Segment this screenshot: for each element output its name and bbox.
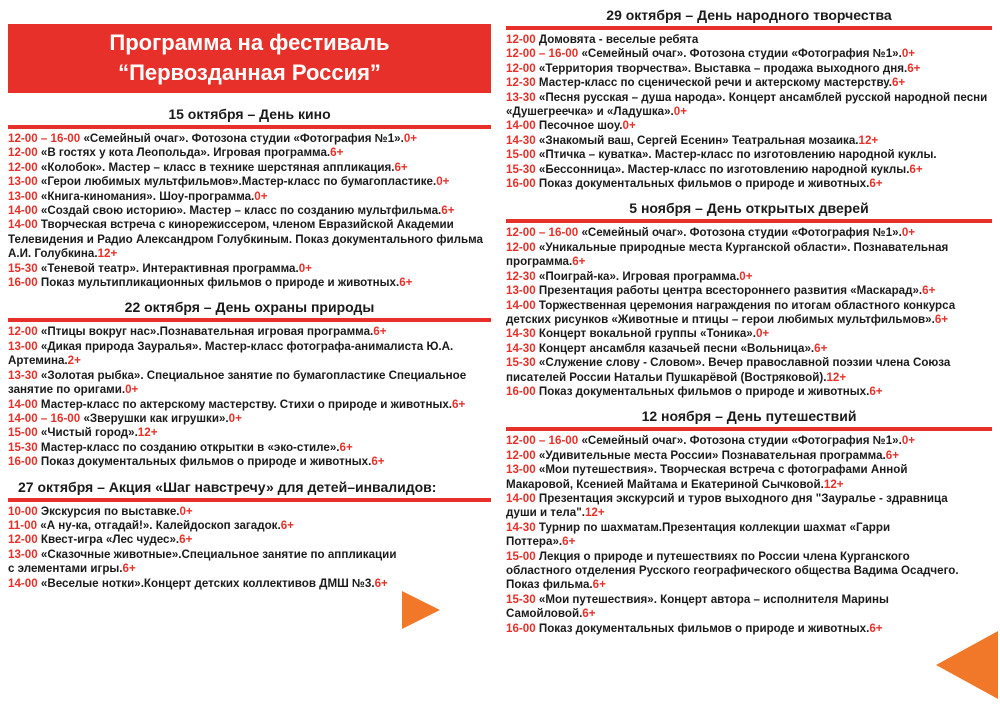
schedule-entry: [506, 356, 992, 385]
section-title: 5 ноября – День открытых дверей: [629, 200, 869, 217]
schedule-entry: [8, 325, 491, 339]
section-title: 12 ноября – День путешествий: [641, 408, 857, 425]
entry-text: «Семейный очаг». Фотозона студии «Фотография №1».: [83, 132, 404, 145]
entry-time: 16-00: [506, 621, 536, 635]
entry-time: 15-00: [506, 148, 536, 162]
entry-text: Торжественная церемония награждения по итогам областного конкурса детских рисунков «Животные и птицы – герои любимых мультфильмов».: [506, 298, 956, 326]
entry-text: Лекция о природе и путешествиях по России члена Курганского областного отделения Русского географического общества Вадима Осадчего. Показ фильма.: [506, 549, 959, 592]
schedule-list: [8, 502, 398, 591]
age-rating: 6+: [452, 397, 466, 411]
entry-text: «Семейный очаг». Фотозона студии «Фотография №1».: [581, 226, 902, 240]
entry-text: «Птицы вокруг нас».Познавательная игровая программа.: [40, 325, 374, 339]
arrow-right-icon: [402, 591, 440, 629]
age-rating: 6+: [869, 621, 883, 635]
schedule-entry: [506, 327, 992, 341]
age-rating: 0+: [298, 261, 312, 275]
age-rating: 6+: [280, 518, 294, 532]
entry-text: Показ документальных фильмов о природе и животных.: [538, 621, 870, 635]
schedule-entry: [506, 76, 992, 90]
schedule-list: [8, 322, 491, 469]
entry-text: «Семейный очаг». Фотозона студии «Фотография №1».: [581, 434, 902, 448]
age-rating: 0+: [254, 189, 268, 203]
entry-text: Мастер-класс по сценической речи и актерскому мастерству.: [538, 76, 892, 90]
entry-text: «Золотая рыбка». Специальное занятие по бумагопластике Специальное занятие по оригами.: [8, 368, 467, 397]
schedule-entry: [506, 62, 992, 76]
age-rating: 6+: [885, 448, 899, 462]
entry-time: 13-00: [8, 547, 38, 561]
schedule-entry: [506, 241, 992, 270]
age-rating: 12+: [584, 506, 605, 520]
banner-line-1: Программа на фестиваль: [109, 30, 390, 55]
schedule-entry: [8, 340, 491, 369]
age-rating: 6+: [562, 535, 576, 549]
age-rating: 12+: [137, 426, 158, 440]
schedule-entry: [506, 434, 961, 448]
entry-text: «Знакомый ваш, Сергей Есенин» Театральная мозаика.: [538, 133, 859, 147]
age-rating: 0+: [228, 411, 242, 425]
entry-text: Мастер-класс по актерскому мастерству. Стихи о природе и животных.: [40, 397, 453, 411]
entry-text: «Теневой театр». Интерактивная программа.: [40, 261, 299, 275]
entry-time: 15-30: [8, 261, 38, 275]
entry-time: 16-00: [8, 455, 38, 469]
entry-text: Показ мультипликационных фильмов о природе и животных.: [40, 276, 400, 290]
entry-time: 15-30: [506, 162, 536, 176]
age-rating: 6+: [394, 160, 408, 174]
schedule-entry: [8, 161, 491, 175]
entry-time: 16-00: [506, 177, 536, 191]
age-rating: 0+: [673, 105, 687, 119]
section-oct29: [506, 4, 992, 191]
entry-time: 12-00: [506, 61, 536, 75]
entry-text: «Сказочные животные».Специальное занятие по аппликации с элементами игры.: [8, 547, 397, 576]
schedule-entry: [506, 299, 992, 328]
schedule-entry: [8, 412, 491, 426]
left-column: [8, 0, 491, 591]
schedule-entry: [8, 426, 491, 440]
entry-text: «Мои путешествия». Концерт автора – исполнителя Марины Самойловой.: [506, 592, 889, 621]
festival-banner: [8, 24, 491, 93]
schedule-entry: [506, 550, 961, 593]
schedule-list: [506, 30, 992, 191]
entry-text: Концерт ансамбля казачьей песни «Вольница».: [538, 341, 815, 355]
entry-time: 14-30: [506, 133, 536, 147]
entry-time: 14-00: [506, 119, 536, 133]
entry-time: 12-00: [506, 33, 536, 46]
schedule-entry: [506, 119, 992, 133]
entry-time: 14-00: [506, 298, 536, 312]
age-rating: 12+: [826, 370, 847, 384]
age-rating: 6+: [572, 255, 586, 269]
schedule-list: [506, 223, 992, 399]
schedule-entry: [506, 449, 961, 463]
age-rating: 6+: [339, 440, 353, 454]
schedule-entry: [8, 132, 491, 146]
schedule-entry: [506, 622, 961, 636]
schedule-entry: [506, 91, 992, 120]
schedule-entry: [8, 190, 491, 204]
entry-time: 15-00: [8, 426, 38, 440]
schedule-entry: [8, 548, 398, 577]
entry-text: «Поиграй-ка». Игровая программа.: [538, 269, 740, 283]
entry-time: 12-00: [8, 325, 38, 339]
entry-text: Показ документальных фильмов о природе и животных.: [40, 455, 372, 469]
schedule-entry: [506, 463, 961, 492]
age-rating: 12+: [858, 133, 879, 147]
schedule-entry: [8, 262, 491, 276]
entry-text: «Мои путешествия». Творческая встреча с фотографами Анной Макаровой, Ксенией Майтама и Екатериной Сычковой.: [506, 463, 908, 491]
entry-text: «Веселые нотки».Концерт детских коллективов ДМШ №3.: [40, 576, 375, 590]
schedule-entry: [8, 175, 491, 189]
arrow-left-icon: [936, 631, 998, 699]
age-rating: 0+: [901, 47, 916, 61]
entry-time: 12-30: [506, 76, 536, 90]
age-rating: 6+: [814, 341, 828, 355]
entry-text: Показ документальных фильмов о природе и животных.: [538, 177, 870, 191]
entry-time: 13-00: [506, 284, 536, 298]
entry-time: 12-00: [506, 448, 536, 462]
entry-text: «Песня русская – душа народа». Концерт ансамблей русской народной песни «Душегреечка» и «Ладушка».: [506, 90, 988, 119]
entry-time: 13-00: [8, 175, 38, 189]
entry-text: Экскурсия по выставке.: [40, 504, 180, 518]
age-rating: 0+: [436, 175, 450, 189]
schedule-entry: [506, 284, 992, 298]
age-rating: 6+: [399, 276, 413, 290]
age-rating: 6+: [891, 76, 906, 90]
schedule-entry: [8, 398, 491, 412]
age-rating: 0+: [739, 269, 753, 283]
age-rating: 6+: [122, 562, 136, 576]
age-rating: 6+: [371, 455, 385, 469]
entry-time: 12-00: [8, 533, 38, 547]
age-rating: 6+: [592, 578, 606, 592]
entry-text: «А ну-ка, отгадай!». Калейдоскоп загадок.: [40, 518, 281, 532]
entry-text: «В гостях у кота Леопольда». Игровая программа.: [40, 146, 331, 160]
age-rating: 6+: [582, 607, 596, 621]
age-rating: 0+: [901, 434, 916, 448]
entry-time: 14-30: [506, 327, 536, 341]
entry-text: Показ документальных фильмов о природе и животных.: [538, 384, 870, 398]
entry-time: 14-30: [506, 520, 536, 534]
entry-time: 12-00: [8, 160, 38, 174]
entry-text: «Дикая природа Зауралья». Мастер-класс фотографа-анималиста Ю.А. Артемина.: [8, 339, 454, 368]
entry-text: «Служение слову - Словом». Вечер православной поэзии члена Союза писателей России Натальи Пушкарёвой (Востряковой).: [506, 356, 951, 384]
entry-text: Презентация экскурсий и туров выходного дня "Зауралье - здравница души и тела".: [506, 491, 948, 520]
entry-text: Концерт вокальной группы «Тоника».: [538, 327, 756, 341]
entry-time: 15-30: [506, 356, 536, 370]
banner-line-2: “Первозданная Россия”: [118, 60, 381, 85]
entry-time: 13-00: [8, 189, 38, 203]
section-title: 29 октября – День народного творчества: [606, 7, 892, 23]
section-title: 27 октября – Акция «Шаг навстречу» для детей–инвалидов:: [18, 478, 437, 495]
age-rating: 6+: [934, 312, 949, 326]
age-rating: 6+: [869, 177, 883, 191]
entry-text: Домовята - веселые ребята: [538, 33, 699, 46]
age-rating: 12+: [97, 247, 118, 261]
entry-time: 12-00 – 16-00: [506, 434, 579, 448]
entry-time: 13-30: [506, 90, 536, 104]
schedule-list: [8, 129, 491, 290]
age-rating: 0+: [622, 119, 636, 133]
age-rating: 6+: [330, 146, 344, 160]
section-oct15: [8, 103, 491, 290]
entry-text: «Колобок». Мастер – класс в технике шерстяная аппликация.: [40, 160, 395, 174]
age-rating: 6+: [179, 533, 193, 547]
schedule-entry: [506, 492, 961, 521]
entry-time: 16-00: [506, 384, 536, 398]
schedule-entry: [506, 47, 992, 61]
entry-time: 15-00: [506, 549, 536, 563]
schedule-list: [506, 431, 961, 636]
entry-time: 14-00: [8, 218, 38, 232]
schedule-entry: [506, 134, 992, 148]
entry-text: Квест-игра «Лес чудес».: [40, 533, 180, 547]
schedule-entry: [506, 148, 992, 162]
age-rating: 6+: [909, 162, 923, 176]
entry-time: 13-30: [8, 368, 38, 382]
right-column: [506, 0, 992, 636]
age-rating: 6+: [907, 61, 921, 75]
entry-text: «Чистый город».: [40, 426, 138, 440]
section-oct22: [8, 296, 491, 469]
entry-time: 12-00 – 16-00: [8, 132, 81, 145]
schedule-entry: [8, 204, 491, 218]
age-rating: 6+: [374, 576, 388, 590]
schedule-entry: [506, 177, 992, 191]
age-rating: 6+: [373, 325, 387, 339]
entry-time: 14-00: [8, 397, 38, 411]
entry-text: Презентация работы центра всестороннего развития «Маскарад».: [538, 284, 923, 298]
schedule-entry: [506, 385, 992, 399]
schedule-entry: [8, 218, 491, 261]
entry-time: 14-00 – 16-00: [8, 411, 81, 425]
entry-time: 13-00: [506, 463, 536, 477]
entry-time: 12-00 – 16-00: [506, 226, 579, 240]
entry-time: 12-00: [8, 146, 38, 160]
entry-time: 14-00: [506, 491, 536, 505]
age-rating: 6+: [922, 284, 936, 298]
entry-time: 11-00: [8, 518, 38, 532]
entry-text: «Книга-киномания». Шоу-программа.: [40, 189, 255, 203]
schedule-entry: [8, 577, 398, 591]
schedule-entry: [506, 33, 992, 47]
section-nov5: [506, 197, 992, 399]
schedule-entry: [8, 533, 398, 547]
entry-text: «Птичка – куватка». Мастер-класс по изготовлению народной куклы.: [538, 148, 937, 162]
age-rating: 12+: [823, 477, 844, 491]
schedule-entry: [506, 593, 961, 622]
entry-text: «Создай свою историю». Мастер – класс по созданию мультфильма.: [40, 204, 442, 218]
age-rating: 0+: [179, 504, 193, 518]
entry-text: «Семейный очаг». Фотозона студии «Фотография №1».: [581, 47, 902, 61]
entry-time: 14-00: [8, 576, 38, 590]
section-title: 15 октября – День кино: [168, 106, 331, 122]
schedule-entry: [506, 342, 992, 356]
section-title: 22 октября – День охраны природы: [124, 299, 375, 316]
entry-time: 12-00: [506, 240, 536, 254]
schedule-entry: [506, 163, 992, 177]
schedule-entry: [506, 521, 961, 550]
entry-time: 15-30: [506, 592, 536, 606]
entry-text: Творческая встреча с кинорежиссером, членом Евразийской Академии Телевидения и Радио Александром Голубкиным. Показ документального фильма А.И. Голубкина.: [8, 218, 483, 261]
entry-text: «Территория творчества». Выставка – продажа выходного дня.: [538, 61, 908, 75]
age-rating: 2+: [67, 354, 81, 368]
age-rating: 6+: [869, 384, 883, 398]
entry-time: 13-00: [8, 339, 38, 353]
entry-text: «Бессонница». Мастер-класс по изготовлению народной куклы.: [538, 162, 910, 176]
schedule-entry: [8, 441, 491, 455]
entry-time: 16-00: [8, 276, 38, 290]
entry-time: 10-00: [8, 504, 38, 518]
schedule-entry: [8, 519, 398, 533]
entry-time: 14-30: [506, 341, 536, 355]
schedule-entry: [506, 226, 992, 240]
schedule-entry: [8, 146, 491, 160]
schedule-entry: [506, 270, 992, 284]
schedule-entry: [8, 276, 491, 290]
entry-time: 12-30: [506, 269, 536, 283]
entry-text: Мастер-класс по созданию открытки в «эко-стиле».: [40, 440, 340, 454]
age-rating: 0+: [901, 226, 916, 240]
age-rating: 0+: [755, 327, 770, 341]
age-rating: 0+: [125, 383, 139, 397]
entry-text: Турнир по шахматам.Презентация коллекции шахмат «Гарри Поттера».: [506, 520, 891, 549]
section-nov12: [506, 405, 992, 636]
age-rating: 0+: [403, 132, 418, 145]
entry-time: 15-30: [8, 440, 38, 454]
schedule-entry: [8, 455, 491, 469]
entry-time: 12-00 – 16-00: [506, 47, 579, 61]
entry-time: 14-00: [8, 204, 38, 218]
section-oct27: [8, 476, 491, 591]
schedule-entry: [8, 369, 491, 398]
schedule-entry: [8, 505, 398, 519]
entry-text: «Уникальные природные места Курганской области». Познавательная программа.: [506, 240, 949, 269]
entry-text: «Зверушки как игрушки».: [83, 411, 229, 425]
entry-text: «Удивительные места России» Познавательная программа.: [538, 448, 886, 462]
entry-text: «Герои любимых мультфильмов».Мастер-класс по бумагопластике.: [40, 175, 437, 189]
age-rating: 6+: [441, 204, 455, 218]
entry-text: Песочное шоу.: [538, 119, 623, 133]
